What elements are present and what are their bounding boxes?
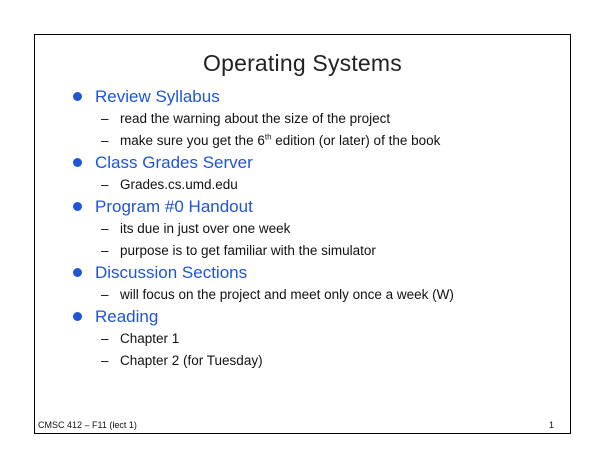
topic-item [72,86,552,152]
topic-heading-row [72,262,552,284]
dash-icon: – [101,353,109,368]
topic-heading-row [72,306,552,328]
topic-heading: Review Syllabus [95,87,220,106]
dash-icon: – [101,331,109,346]
topic-item [72,306,552,372]
bullet-dot-icon [73,268,82,277]
subitem-text: Grades.cs.umd.edu [120,177,238,192]
topic-heading: Discussion Sections [95,263,248,282]
subitem-text-after: edition (or later) of the book [271,133,441,148]
bullet-dot-icon [73,312,82,321]
subitem-text: its due in just over one week [120,221,291,236]
dash-icon: – [101,287,109,302]
subitem-list [72,174,552,196]
subitem [72,284,552,306]
subitem [72,240,552,262]
superscript-th: th [264,132,272,142]
subitem-list [72,328,552,372]
subitem-text: read the warning about the size of the project [120,111,391,126]
topic-item [72,152,552,196]
topic-heading: Program #0 Handout [95,197,253,216]
topic-heading: Class Grades Server [95,153,253,172]
subitem-text: will focus on the project and meet only once a week (W) [120,287,454,302]
subitem-text-before: make sure you get the 6 [120,133,265,148]
footer-course-label: CMSC 412 – F11 (lect 1) [38,420,137,430]
slide-title: Operating Systems [203,50,402,76]
topic-heading-row [72,86,552,108]
subitem-list [72,284,552,306]
subitem [72,108,552,130]
dash-icon: – [101,177,109,192]
subitem [72,218,552,240]
topic-item [72,196,552,262]
page-number: 1 [549,420,555,430]
bullet-dot-icon [73,92,82,101]
subitem [72,328,552,350]
subitem [72,130,552,152]
topic-heading-row [72,152,552,174]
bullet-list [72,86,552,372]
topic-heading-row [72,196,552,218]
subitem-text: purpose is to get familiar with the simulator [120,243,376,258]
dash-icon: – [101,111,109,126]
bullet-dot-icon [73,202,82,211]
topic-item [72,262,552,306]
dash-icon: – [101,243,109,258]
subitem-list [72,108,552,152]
subitem-list [72,218,552,262]
dash-icon: – [101,221,109,236]
topic-heading: Reading [95,307,159,326]
bullet-dot-icon [73,158,82,167]
subitem-text: Chapter 1 [120,331,180,346]
subitem [72,350,552,372]
dash-icon: – [101,133,109,148]
subitem [72,174,552,196]
subitem-text: Chapter 2 (for Tuesday) [120,353,263,368]
